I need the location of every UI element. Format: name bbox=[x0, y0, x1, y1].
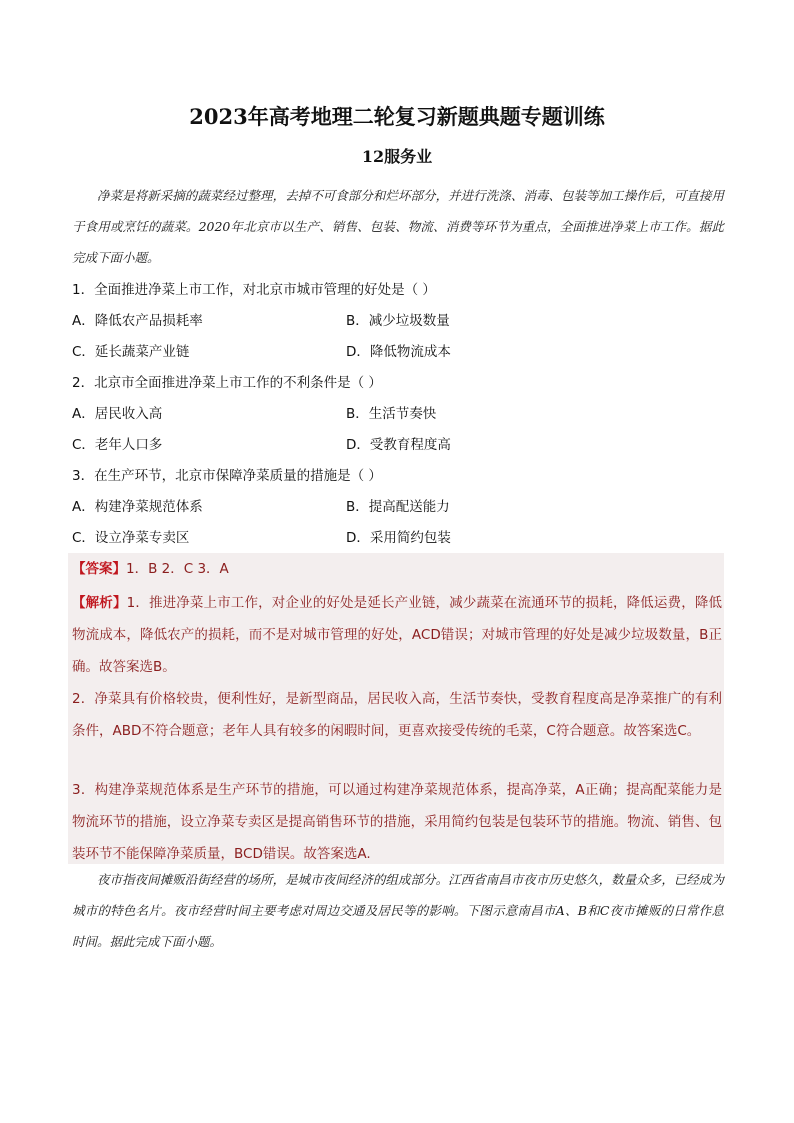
question-1-option-b: B．减少垃圾数量 bbox=[346, 313, 450, 329]
question-1-option-c: C．延长蔬菜产业链 bbox=[72, 344, 190, 360]
answer-text: 1．B 2．C 3．A bbox=[126, 561, 229, 577]
answer-tag: 【答案】 bbox=[72, 561, 126, 577]
question-2-option-b: B．生活节奏快 bbox=[346, 406, 437, 422]
question-1-option-a: A．降低农产品损耗率 bbox=[72, 313, 203, 329]
analysis-part-3 bbox=[72, 774, 722, 870]
analysis-text-1: 1．推进净菜上市工作，对企业的好处是延长产业链，减少蔬菜在流通环节的损耗，降低运费，降低物流成本，降低农产的损耗，而不是对城市管理的好处，ACD错误；对城市管理的好处是减少垃圾数量，B正确。故答案选B。 bbox=[72, 595, 723, 675]
question-2-option-a: A．居民收入高 bbox=[72, 406, 163, 422]
analysis-text-3: 3．构建净菜规范体系是生产环节的措施，可以通过构建净菜规范体系，提高净菜，A正确；提高配菜能力是物流环节的措施，设立净菜专卖区是提高销售环节的措施，采用简约包装是包装环节的措施。物流、销售、包装环节不能保障净菜质量，BCD错误。故答案选A. bbox=[72, 782, 722, 862]
analysis-part-1 bbox=[72, 587, 722, 683]
answer-line bbox=[72, 558, 722, 580]
question-3-option-b: B．提高配送能力 bbox=[346, 499, 450, 515]
question-2-option-c: C．老年人口多 bbox=[72, 437, 163, 453]
analysis-tag: 【解析】 bbox=[72, 595, 127, 611]
page-subtitle: 12服务业 bbox=[361, 147, 433, 166]
question-3-option-d: D．采用简约包装 bbox=[346, 530, 451, 546]
question-3-option-c: C．设立净菜专卖区 bbox=[72, 530, 190, 546]
page-title: 2023年高考地理二轮复习新题典题专题训练 bbox=[189, 104, 605, 129]
question-2-option-d: D．受教育程度高 bbox=[346, 437, 451, 453]
analysis-text-2: 2．净菜具有价格较贵，便利性好，是新型商品，居民收入高，生活节奏快，受教育程度高是净菜推广的有利条件，ABD不符合题意；老年人具有较多的闲暇时间，更喜欢接受传统的毛菜，C符合题意。故答案选C。 bbox=[72, 691, 722, 739]
passage-night-market: 夜市指夜间摊贩沿街经营的场所，是城市夜间经济的组成部分。江西省南昌市夜市历史悠久，数量众多，已经成为城市的特色名片。夜市经营时间主要考虑对周边交通及居民等的影响。下图示意南昌市A、B和C夜市摊贩的日常作息时间。据此完成下面小题。 bbox=[72, 872, 724, 949]
analysis-part-2 bbox=[72, 683, 722, 747]
passage-net-vegetables: 净菜是将新采摘的蔬菜经过整理，去掉不可食部分和烂坏部分，并进行洗涤、消毒、包装等加工操作后，可直接用于食用或烹饪的蔬菜。2020年北京市以生产、销售、包装、物流、消费等环节为重点，全面推进净菜上市工作。据此完成下面小题。 bbox=[72, 188, 724, 265]
question-3-option-a: A．构建净菜规范体系 bbox=[72, 499, 203, 515]
question-1-stem: 1．全面推进净菜上市工作，对北京市城市管理的好处是（ ） bbox=[72, 282, 436, 298]
question-3-stem: 3．在生产环节，北京市保障净菜质量的措施是（ ） bbox=[72, 468, 382, 484]
question-2-stem: 2．北京市全面推进净菜上市工作的不利条件是（ ） bbox=[72, 375, 382, 391]
question-1-option-d: D．降低物流成本 bbox=[346, 344, 451, 360]
